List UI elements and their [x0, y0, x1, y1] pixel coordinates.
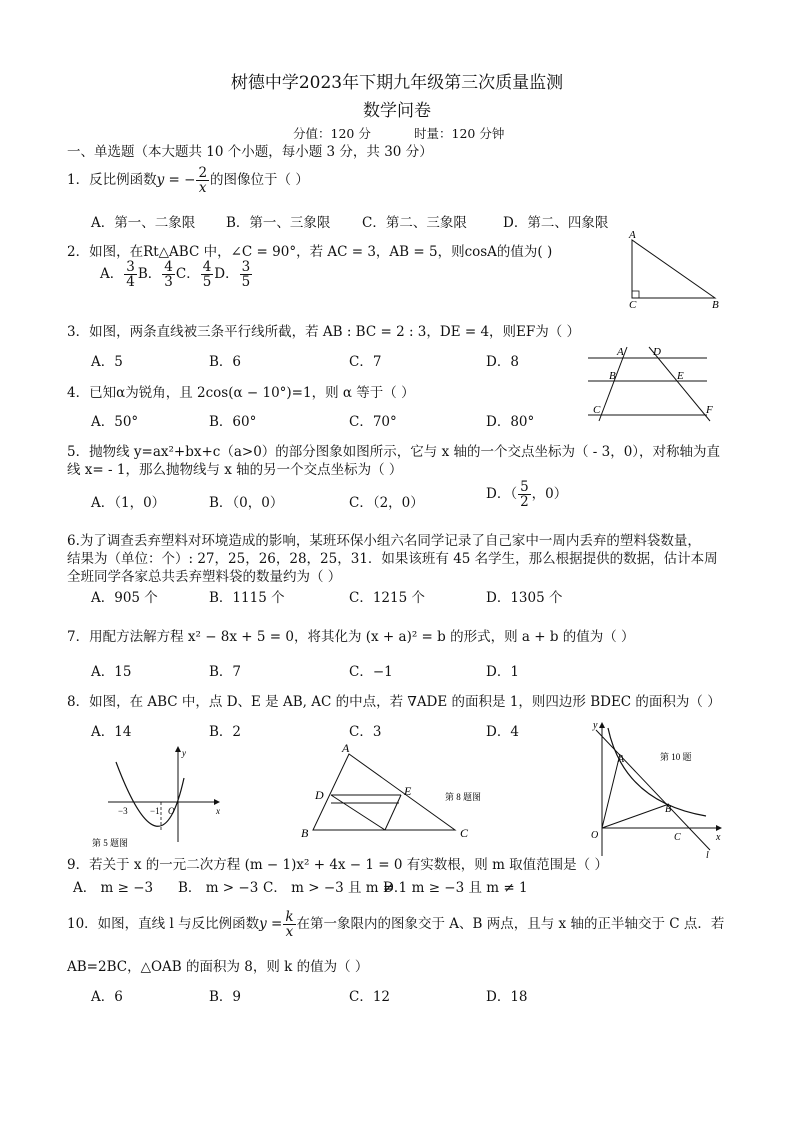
fig10-label-x: x: [716, 832, 721, 843]
exam-time: 时量：120 分钟: [414, 126, 505, 141]
fig10-label-c: C: [674, 832, 681, 843]
fig10-graph: [588, 716, 728, 862]
q5-stem-line2: 线 x= - 1，那么抛物线与 x 轴的另一个交点坐标为（ ）: [67, 462, 403, 478]
fig5-label-minus3: −3: [118, 806, 128, 816]
exam-title: 树德中学2023年下期九年级第三次质量监测: [230, 73, 564, 93]
fig5-label-x: x: [216, 806, 220, 816]
q7-stem: 7．用配方法解方程 x² − 8x + 5 = 0，将其化为 (x + a)² = b 的形式，则 a + b 的值为（ ）: [67, 629, 635, 645]
q10-stem-line2: AB=2BC，△OAB 的面积为 8，则 k 的值为（ ）: [67, 959, 369, 975]
fig5-caption: 第 5 题图: [92, 838, 129, 848]
q5-option-b: B．（0，0）: [209, 495, 284, 511]
q8-option-c: C．3: [349, 724, 382, 740]
q4-option-a: A．50°: [91, 414, 139, 430]
fig8-label-a: A: [342, 742, 350, 755]
exam-subtitle: 数学问卷: [363, 101, 431, 121]
section-heading: 一、单选题（本大题共 10 个小题，每小题 3 分，共 30 分）: [67, 144, 433, 160]
fig10-caption: 第 10 题: [660, 752, 692, 762]
fig5-label-minus1: −1: [150, 806, 160, 816]
q7-option-c: C．−1: [349, 664, 393, 680]
q4-option-c: C．70°: [349, 414, 397, 430]
q8-option-b: B．2: [209, 724, 242, 740]
q10-option-b: B．9: [209, 989, 242, 1005]
fig8-caption: 第 8 题图: [445, 792, 482, 802]
q1-option-d: D．第二、四象限: [503, 215, 609, 231]
fig8-label-d: D: [315, 788, 324, 802]
q3-option-b: B．6: [209, 354, 242, 370]
q9-option-a: A． m ≥ −3: [73, 880, 154, 896]
q8-stem: 8．如图，在 ABC 中，点 D、E 是 AB, AC 的中点，若 ∇ADE 的面积是 1，则四边形 BDEC 的面积为（ ）: [67, 694, 721, 710]
q3-stem: 3．如图，两条直线被三条平行线所截，若 AB : BC = 2 : 3，DE = 4，则EF为（ ）: [67, 324, 581, 340]
q3-fig-label-c: C: [593, 404, 601, 416]
fig5-label-y: y: [182, 748, 186, 758]
q3-option-c: C．7: [349, 354, 382, 370]
q6-option-c: C．1215 个: [349, 590, 425, 606]
q6-option-b: B．1115 个: [209, 590, 285, 606]
q2-fig-label-c: C: [629, 299, 637, 308]
q2-fig-label-b: B: [712, 299, 719, 308]
fig10-label-l: l: [706, 850, 709, 861]
q3-option-d: D．8: [486, 354, 519, 370]
q1-option-a: A．第一、二象限: [91, 215, 196, 231]
q9-option-c: C． m > −3 且 m ≠ 1: [263, 880, 408, 896]
q1-option-c: C．第二、三象限: [362, 215, 467, 231]
q9-option-b: B． m > −3: [178, 880, 259, 896]
q6-stem-line1: 6.为了调查丢弃塑料对环境造成的影响，某班环保小组六名同学记录了自己家中一周内丢弃的塑料袋数量，: [67, 533, 701, 549]
q8-option-a: A．14: [91, 724, 132, 740]
fig5-label-o: O: [168, 806, 175, 816]
q1-option-b: B．第一、三象限: [226, 215, 331, 231]
q6-stem-line3: 全班同学各家总共丢弃塑料袋的数量约为（ ）: [67, 569, 342, 585]
q10-option-a: A．6: [91, 989, 123, 1005]
q2-options: A． $\frac{3}{4}$ B． $\frac{4}{3}$ C． $\frac{4}{5}$ D． $\frac{3}{5}$: [100, 259, 251, 291]
q7-option-d: D．1: [486, 664, 519, 680]
q6-stem-line2: 结果为（单位：个）: 27，25，26，28，25，31．如果该班有 45 名学生，那么根据提供的数据，估计本周: [67, 551, 718, 567]
q7-option-a: A．15: [91, 664, 132, 680]
q3-fig-label-f: F: [706, 404, 713, 416]
q3-option-a: A．5: [91, 354, 123, 370]
q8-option-d: D．4: [486, 724, 519, 740]
q1-stem: 1．反比例函数y = − $\frac{2}{x}$ 的图像位于（ ）: [67, 165, 309, 197]
q4-option-b: B．60°: [209, 414, 257, 430]
fig10-label-b: B: [665, 804, 672, 815]
q5-option-c: C．（2，0）: [349, 495, 424, 511]
q10-stem-line1: 10．如图，直线 l 与反比例函数y = $\frac{k}{x}$ 在第一象限内的图象交于 A、B 两点，且与 x 轴的正半轴交于 C 点．若: [67, 909, 725, 941]
q3-fig-label-a: A: [617, 346, 624, 358]
fig8-label-c: C: [460, 826, 469, 840]
fig8-label-b: B: [301, 826, 309, 840]
q3-fig-label-d: D: [653, 346, 661, 358]
q6-option-d: D．1305 个: [486, 590, 563, 606]
exam-score: 分值：120 分: [293, 126, 371, 141]
fig10-label-a: A: [618, 754, 625, 765]
q3-fig-label-b: B: [609, 370, 616, 382]
fig10-label-y: y: [593, 720, 598, 731]
q6-option-a: A．905 个: [91, 590, 158, 606]
q3-fig-label-e: E: [677, 370, 684, 382]
q5-stem-line1: 5．抛物线 y=ax²+bx+c（a>0）的部分图象如图所示，它与 x 轴的一个交点坐标为（ - 3，0），对称轴为直: [67, 444, 721, 460]
q2-figure: [620, 228, 730, 308]
q5-option-d: D．（ $\frac{5}{2}$ ，0）: [486, 479, 568, 511]
q2-stem: 2．如图，在Rt△ABC 中，∠C = 90°，若 AC = 3，AB = 5，则cosA的值为( ): [67, 244, 553, 260]
q4-option-d: D．80°: [486, 414, 535, 430]
q10-option-d: D．18: [486, 989, 528, 1005]
fig10-label-o: O: [591, 830, 599, 841]
q10-option-c: C．12: [349, 989, 391, 1005]
fig8-label-e: E: [404, 784, 412, 798]
fig5-parabola: [88, 742, 228, 852]
q4-stem: 4．已知α为锐角，且 2cos(α − 10°)=1，则 α 等于（ ）: [67, 385, 415, 401]
q9-stem: 9．若关于 x 的一元二次方程 (m − 1)x² + 4x − 1 = 0 有实数根，则 m 取值范围是（ ）: [67, 857, 608, 873]
q3-figure: [585, 343, 715, 423]
q7-option-b: B．7: [209, 664, 242, 680]
q9-option-d: D． m ≥ −3 且 m ≠ 1: [383, 880, 528, 896]
q5-option-a: A．（1，0）: [91, 495, 166, 511]
fig8-triangle: [295, 742, 495, 842]
q2-fig-label-a: A: [629, 229, 636, 241]
